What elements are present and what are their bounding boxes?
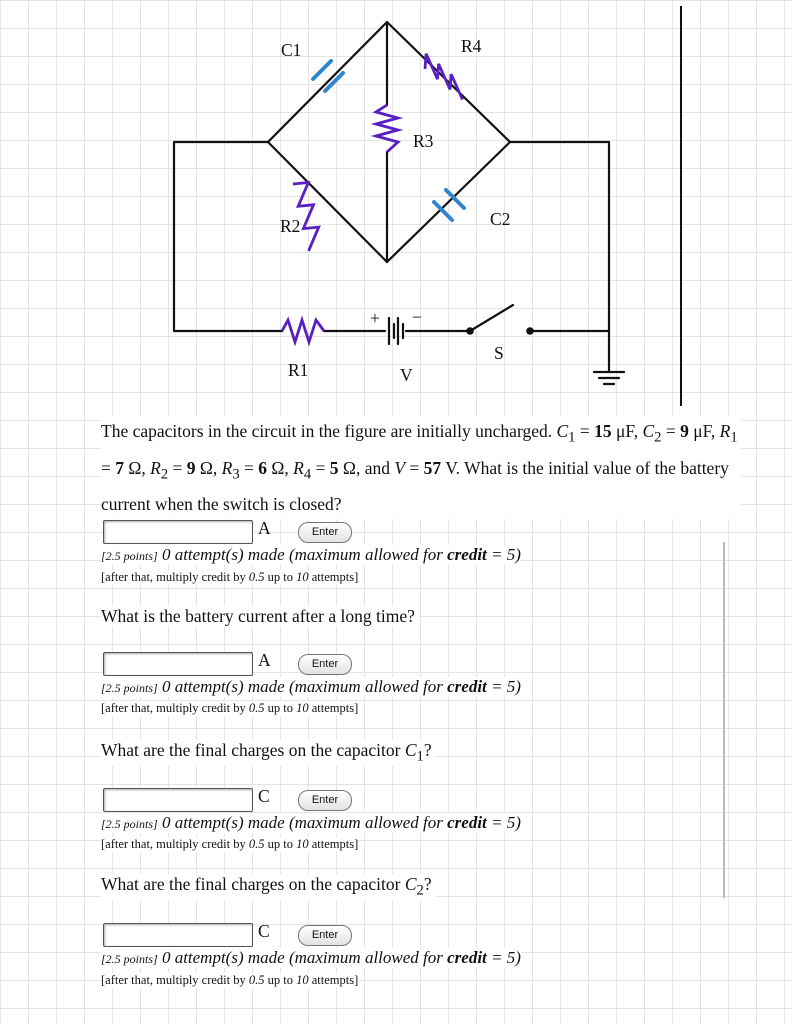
label-c2: C2 <box>490 209 511 229</box>
answer-row-2 <box>103 652 363 678</box>
label-s: S <box>494 343 504 363</box>
question-4-text: What are the final charges on the capacitor $C_2$? <box>101 874 436 900</box>
question-3-text: What are the final charges on the capacitor $C_1$? <box>101 740 436 766</box>
enter-button-2[interactable]: Enter <box>298 654 352 675</box>
label-c1: C1 <box>281 40 302 60</box>
answer-row-4 <box>103 923 363 949</box>
unit-label-1: A <box>258 518 271 538</box>
label-r1: R1 <box>288 360 309 380</box>
multiply-info-3: [after that, multiply credit by 0.5 up to 10 attempts] <box>101 837 359 851</box>
answer-input-4[interactable] <box>103 923 253 947</box>
question-2-text: What is the battery current after a long time? <box>101 606 419 627</box>
answer-input-1[interactable] <box>103 520 253 544</box>
enter-button-1[interactable]: Enter <box>298 522 352 543</box>
label-v: V <box>400 365 413 385</box>
problem-statement: The capacitors in the circuit in the figure are initially uncharged. $C_1 = 15$ μF, $C_2 = 9$ μF, $R_1 = 7$ Ω, $R_2 = 9$ Ω, $R_3 = 6$ Ω, $R_4 = 5$ Ω, and V = 57 V. What is the initial value of the battery current when the switch is closed? <box>101 416 741 519</box>
enter-button-4[interactable]: Enter <box>298 925 352 946</box>
answer-input-2[interactable] <box>103 652 253 676</box>
resistor-r3 <box>376 105 398 152</box>
attempts-info-1: [2.5 points] 0 attempt(s) made (maximum allowed for credit = 5) <box>101 545 521 564</box>
unit-label-3: C <box>258 786 270 806</box>
battery-plus-sign: + <box>370 308 380 328</box>
resistor-r1 <box>282 320 324 342</box>
label-r2: R2 <box>280 216 301 236</box>
battery-minus-sign: − <box>412 307 422 327</box>
capacitor-c2 <box>434 190 464 220</box>
circuit-diagram <box>0 0 792 410</box>
unit-label-2: A <box>258 650 271 670</box>
multiply-info-1: [after that, multiply credit by 0.5 up to 10 attempts] <box>101 570 359 584</box>
multiply-info-4: [after that, multiply credit by 0.5 up to 10 attempts] <box>101 973 359 987</box>
label-r4: R4 <box>461 36 482 56</box>
switch-contact-left <box>466 327 474 335</box>
capacitor-c1 <box>313 61 343 91</box>
unit-label-4: C <box>258 921 270 941</box>
answer-row-1 <box>103 520 363 546</box>
scrollbar-track[interactable] <box>723 542 725 898</box>
label-r3: R3 <box>413 131 434 151</box>
attempts-info-2: [2.5 points] 0 attempt(s) made (maximum allowed for credit = 5) <box>101 677 521 696</box>
switch-contact-right <box>526 327 534 335</box>
attempts-info-4: [2.5 points] 0 attempt(s) made (maximum allowed for credit = 5) <box>101 948 521 967</box>
multiply-info-2: [after that, multiply credit by 0.5 up to 10 attempts] <box>101 701 359 715</box>
resistor-r4 <box>425 54 463 100</box>
enter-button-3[interactable]: Enter <box>298 790 352 811</box>
answer-input-3[interactable] <box>103 788 253 812</box>
answer-row-3 <box>103 788 363 814</box>
circuit-wires <box>174 22 624 384</box>
attempts-info-3: [2.5 points] 0 attempt(s) made (maximum allowed for credit = 5) <box>101 813 521 832</box>
